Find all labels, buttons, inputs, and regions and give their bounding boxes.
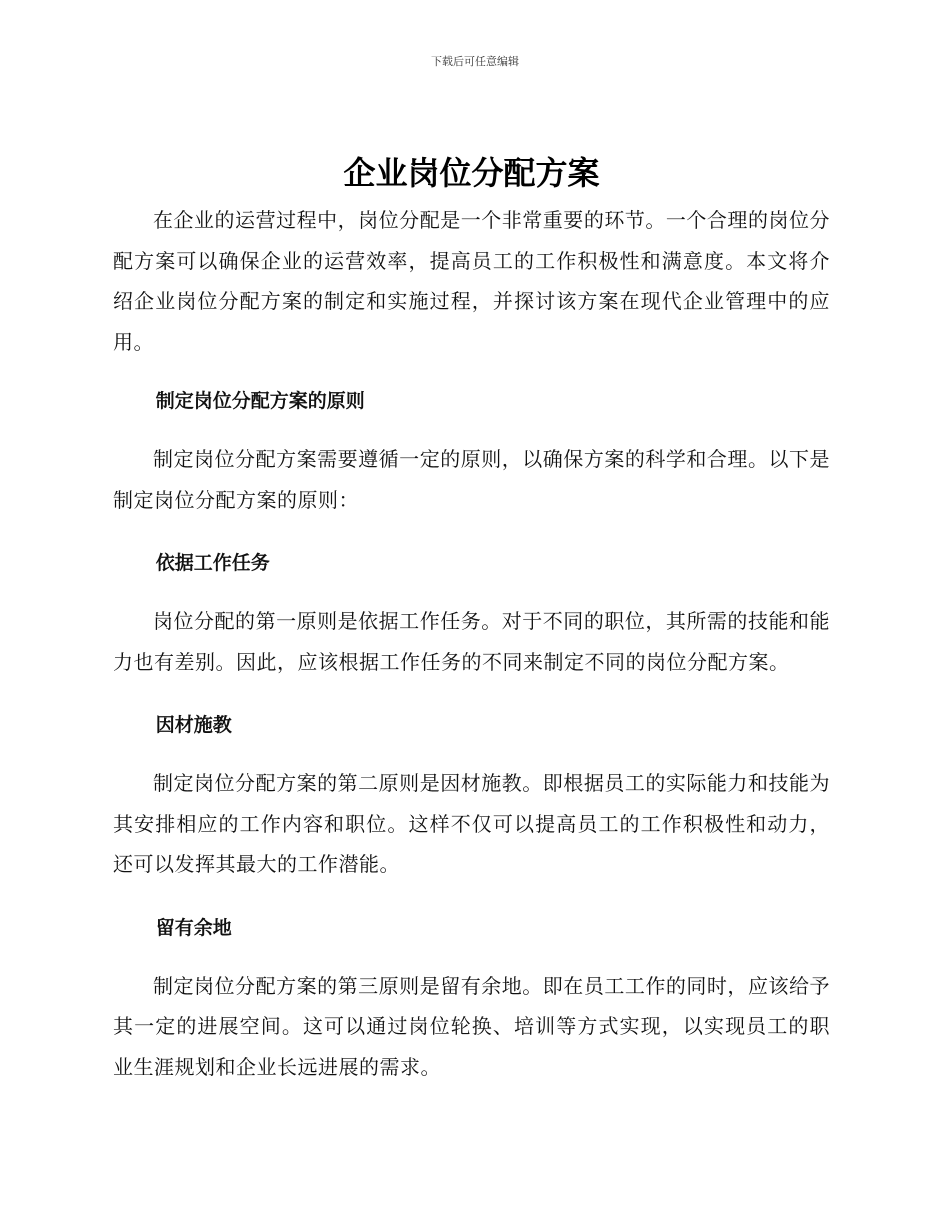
document-body [113, 150, 830, 1087]
document-title: 企业岗位分配方案 [343, 154, 600, 192]
section-body-principles: 制定岗位分配方案需要遵循一定的原则，以确保方案的科学和合理。以下是制定岗位分配方案的原则： [113, 447, 830, 512]
section-body-leeway: 制定岗位分配方案的第三原则是留有余地。即在员工工作的同时，应该给予其一定的进展空间。这可以通过岗位轮换、培训等方式实现，以实现员工的职业生涯规划和企业长远进展的需求。 [113, 973, 830, 1079]
section-heading-aptitude: 因材施教 [155, 714, 232, 736]
intro-paragraph: 在企业的运营过程中，岗位分配是一个非常重要的环节。一个合理的岗位分配方案可以确保企业的运营效率，提高员工的工作积极性和满意度。本文将介绍企业岗位分配方案的制定和实施过程，并探讨该方案在现代企业管理中的应用。 [113, 208, 830, 354]
section-heading-work-tasks: 依据工作任务 [155, 552, 270, 574]
section-heading-principles: 制定岗位分配方案的原则 [155, 390, 365, 412]
section-body-aptitude: 制定岗位分配方案的第二原则是因材施教。即根据员工的实际能力和技能为其安排相应的工作内容和职位。这样不仅可以提高员工的工作积极性和动力，还可以发挥其最大的工作潜能。 [113, 771, 830, 876]
section-heading-leeway: 留有余地 [155, 916, 232, 939]
section-body-work-tasks: 岗位分配的第一原则是依据工作任务。对于不同的职位，其所需的技能和能力也有差别。因此，应该根据工作任务的不同来制定不同的岗位分配方案。 [113, 609, 830, 674]
page-header-note: 下载后可任意编辑 [431, 55, 519, 68]
